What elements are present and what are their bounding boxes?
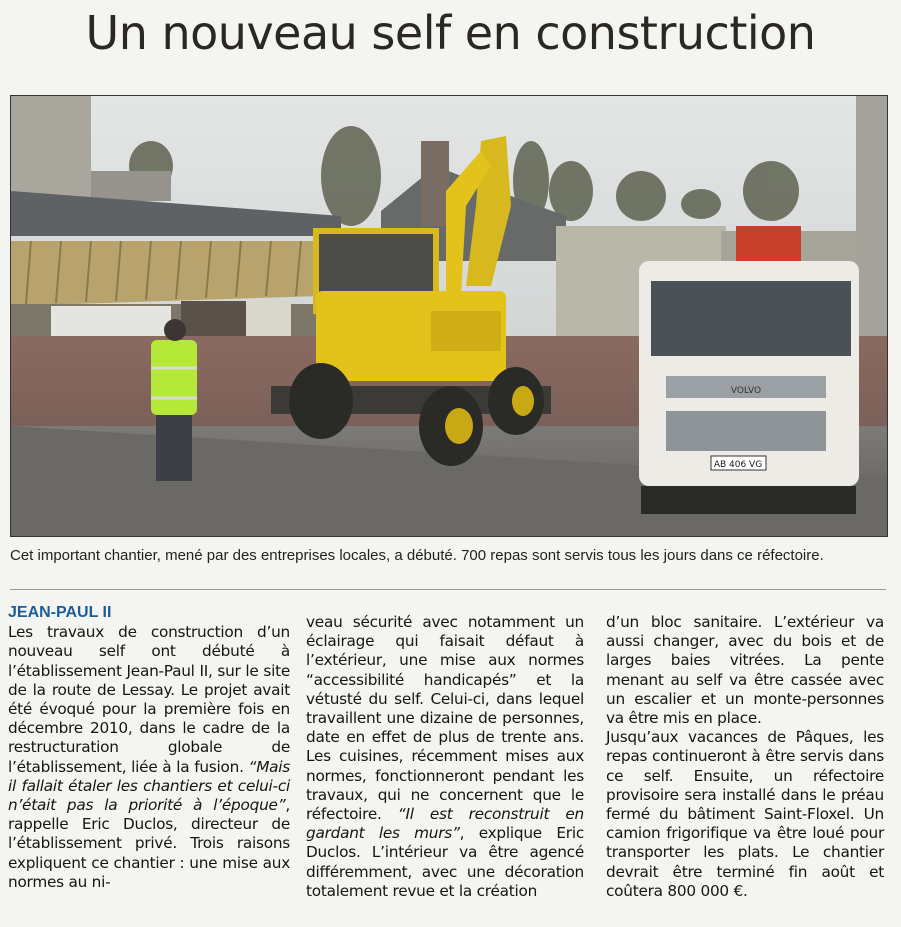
paragraph-text: , rappelle Eric Duclos, directeur de l’établissement privé. Trois raisons expliquent ce chantier : une mise aux normes au ni- [8,796,290,891]
article-headline: Un nouveau self en construction [85,6,816,60]
article-column-2 [306,613,584,901]
construction-site-image [11,96,887,536]
quote: “Il est reconstruit en gardant les murs” [306,805,584,843]
paragraph: d’un bloc sanitaire. L’extérieur va aussi changer, avec du bois et de larges baies vitrées. La pente menant au self va être cassée avec un escalier et un monte-personnes va être mis en place. [606,613,884,728]
separator-line [10,589,886,590]
paragraph-text: , explique Eric Duclos. L’intérieur va être agencé différemment, avec une décoration totalement revue et la création [306,824,584,900]
article-kicker: JEAN-PAUL II [8,604,112,621]
truck-brand: VOLVO [730,386,762,396]
quote: “Mais il fallait étaler les chantiers et celui-ci n’était pas la priorité à l’époque” [8,757,290,815]
paragraph: Jusqu’aux vacances de Pâques, les repas continueront à être servis dans ce self. Ensuite, un réfectoire provisoire sera installé dans le préau fermé du bâtiment Saint-Floxel. Un camion frigorifique va être loué pour transporter les plats. Le chantier devrait être terminé fin août et coûtera 800 000 €. [606,728,884,900]
truck-plate: AB 406 VG [713,460,763,470]
worker [151,319,197,481]
photo-caption: Cet important chantier, mené par des entreprises locales, a débuté. 700 repas sont servis tous les jours dans ce réfectoire. [10,547,824,564]
article-photo [10,95,888,537]
paragraph [306,613,584,901]
article-column-1 [8,603,290,892]
paragraph-text: Les travaux de construction d’un nouveau self ont débuté à l’établissement Jean-Paul II, sur le site de la route de Lessay. Le projet avait été évoqué pour la première fois en décembre 2010, dans le cadre de la restructuration globale de l’établissement, liée à la fusion. [8,623,290,776]
paragraph-text: veau sécurité avec notamment un éclairage qui faisait défaut à l’extérieur, une mise aux normes “accessibilité handicapés” et la vétusté du self. Celui-ci, dans lequel travaillent une dizaine de personnes, date en effet de plus de trente ans. Les cuisines, récemment mises aux normes, fonctionneront pendant les travaux, qui ne concernent que le réfectoire. [306,613,584,824]
paragraph [8,623,290,892]
truck [639,226,859,514]
article-column-3 [606,613,884,901]
